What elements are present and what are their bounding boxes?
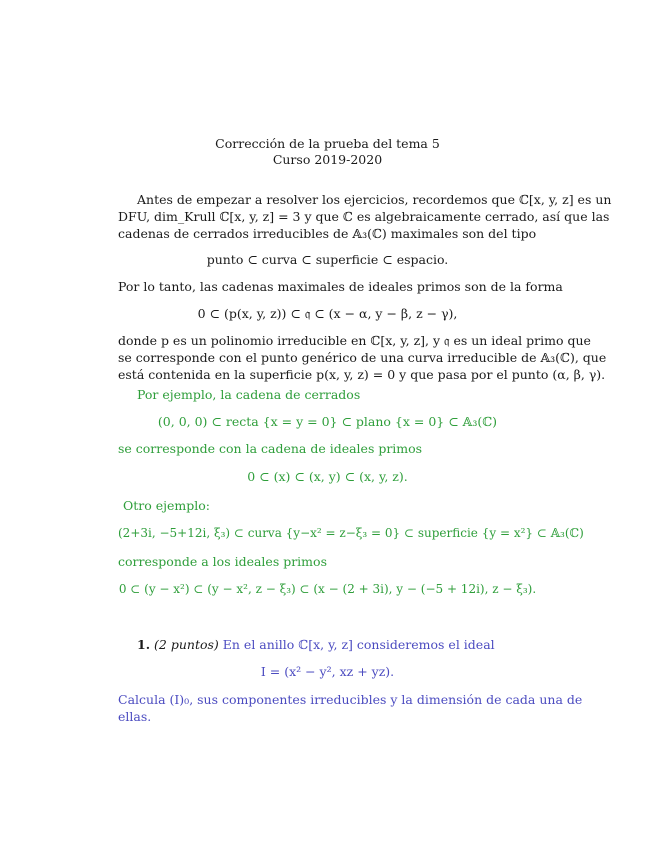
intro-p3-line-1: donde p es un polinomio irreducible en ℂ[x, y, z], y 𝔮 es un ideal primo que <box>118 333 591 348</box>
chain-of-closed-sets: punto ⊂ curva ⊂ superficie ⊂ espacio. <box>206 252 449 267</box>
exercise-number: 1. <box>137 637 151 652</box>
course-line: Curso 2019-2020 <box>272 152 383 167</box>
page-title: Corrección de la prueba del tema 5 <box>215 136 440 151</box>
example1-chain: (0, 0, 0) ⊂ recta {x = y = 0} ⊂ plano {x = 0} ⊂ 𝔸₃(ℂ) <box>157 414 498 429</box>
example2-ideals: 0 ⊂ (y − x²) ⊂ (y − x², z − ξ₃) ⊂ (x − (2 + 3i), y − (−5 + 12i), z − ξ₃). <box>118 582 537 596</box>
intro-line-2: DFU, dim_Krull ℂ[x, y, z] = 3 y que ℂ es algebraicamente cerrado, así que las <box>118 209 610 224</box>
example2-follow: corresponde a los ideales primos <box>118 554 327 569</box>
intro-p3-line-3: está contenida en la superficie p(x, y, z) = 0 y que pasa por el punto (α, β, γ). <box>118 367 606 382</box>
exercise-task-line-1: Calcula (I)₀, sus componentes irreducibles y la dimensión de cada una de <box>118 692 583 707</box>
example2-chain: (2+3i, −5+12i, ξ₃) ⊂ curva {y−x² = z−ξ₃ = 0} ⊂ superficie {y = x²} ⊂ 𝔸₃(ℂ) <box>118 526 584 540</box>
example2-lead: Otro ejemplo: <box>123 498 211 513</box>
example1-ideals: 0 ⊂ (x) ⊂ (x, y) ⊂ (x, y, z). <box>247 469 408 484</box>
intro-p3-line-2: se corresponde con el punto genérico de una curva irreducible de 𝔸₃(ℂ), que <box>118 350 607 365</box>
chain-of-prime-ideals: 0 ⊂ (p(x, y, z)) ⊂ 𝔮 ⊂ (x − α, y − β, z − γ), <box>197 306 458 321</box>
example1-lead: Por ejemplo, la cadena de cerrados <box>137 387 361 402</box>
intro-paragraph-2: Por lo tanto, las cadenas maximales de ideales primos son de la forma <box>118 279 563 294</box>
intro-line-1: Antes de empezar a resolver los ejercicios, recordemos que ℂ[x, y, z] es un <box>137 192 612 207</box>
exercise-task-line-2: ellas. <box>118 709 152 724</box>
intro-line-3: cadenas de cerrados irreducibles de 𝔸₃(ℂ) maximales son del tipo <box>118 226 537 241</box>
exercise-1-heading <box>137 637 495 653</box>
exercise-statement: En el anillo ℂ[x, y, z] consideremos el ideal <box>222 637 495 652</box>
exercise-points: (2 puntos) <box>154 637 219 652</box>
exercise-ideal: I = (x² − y², xz + yz). <box>260 664 395 679</box>
example1-follow: se corresponde con la cadena de ideales primos <box>118 441 423 456</box>
